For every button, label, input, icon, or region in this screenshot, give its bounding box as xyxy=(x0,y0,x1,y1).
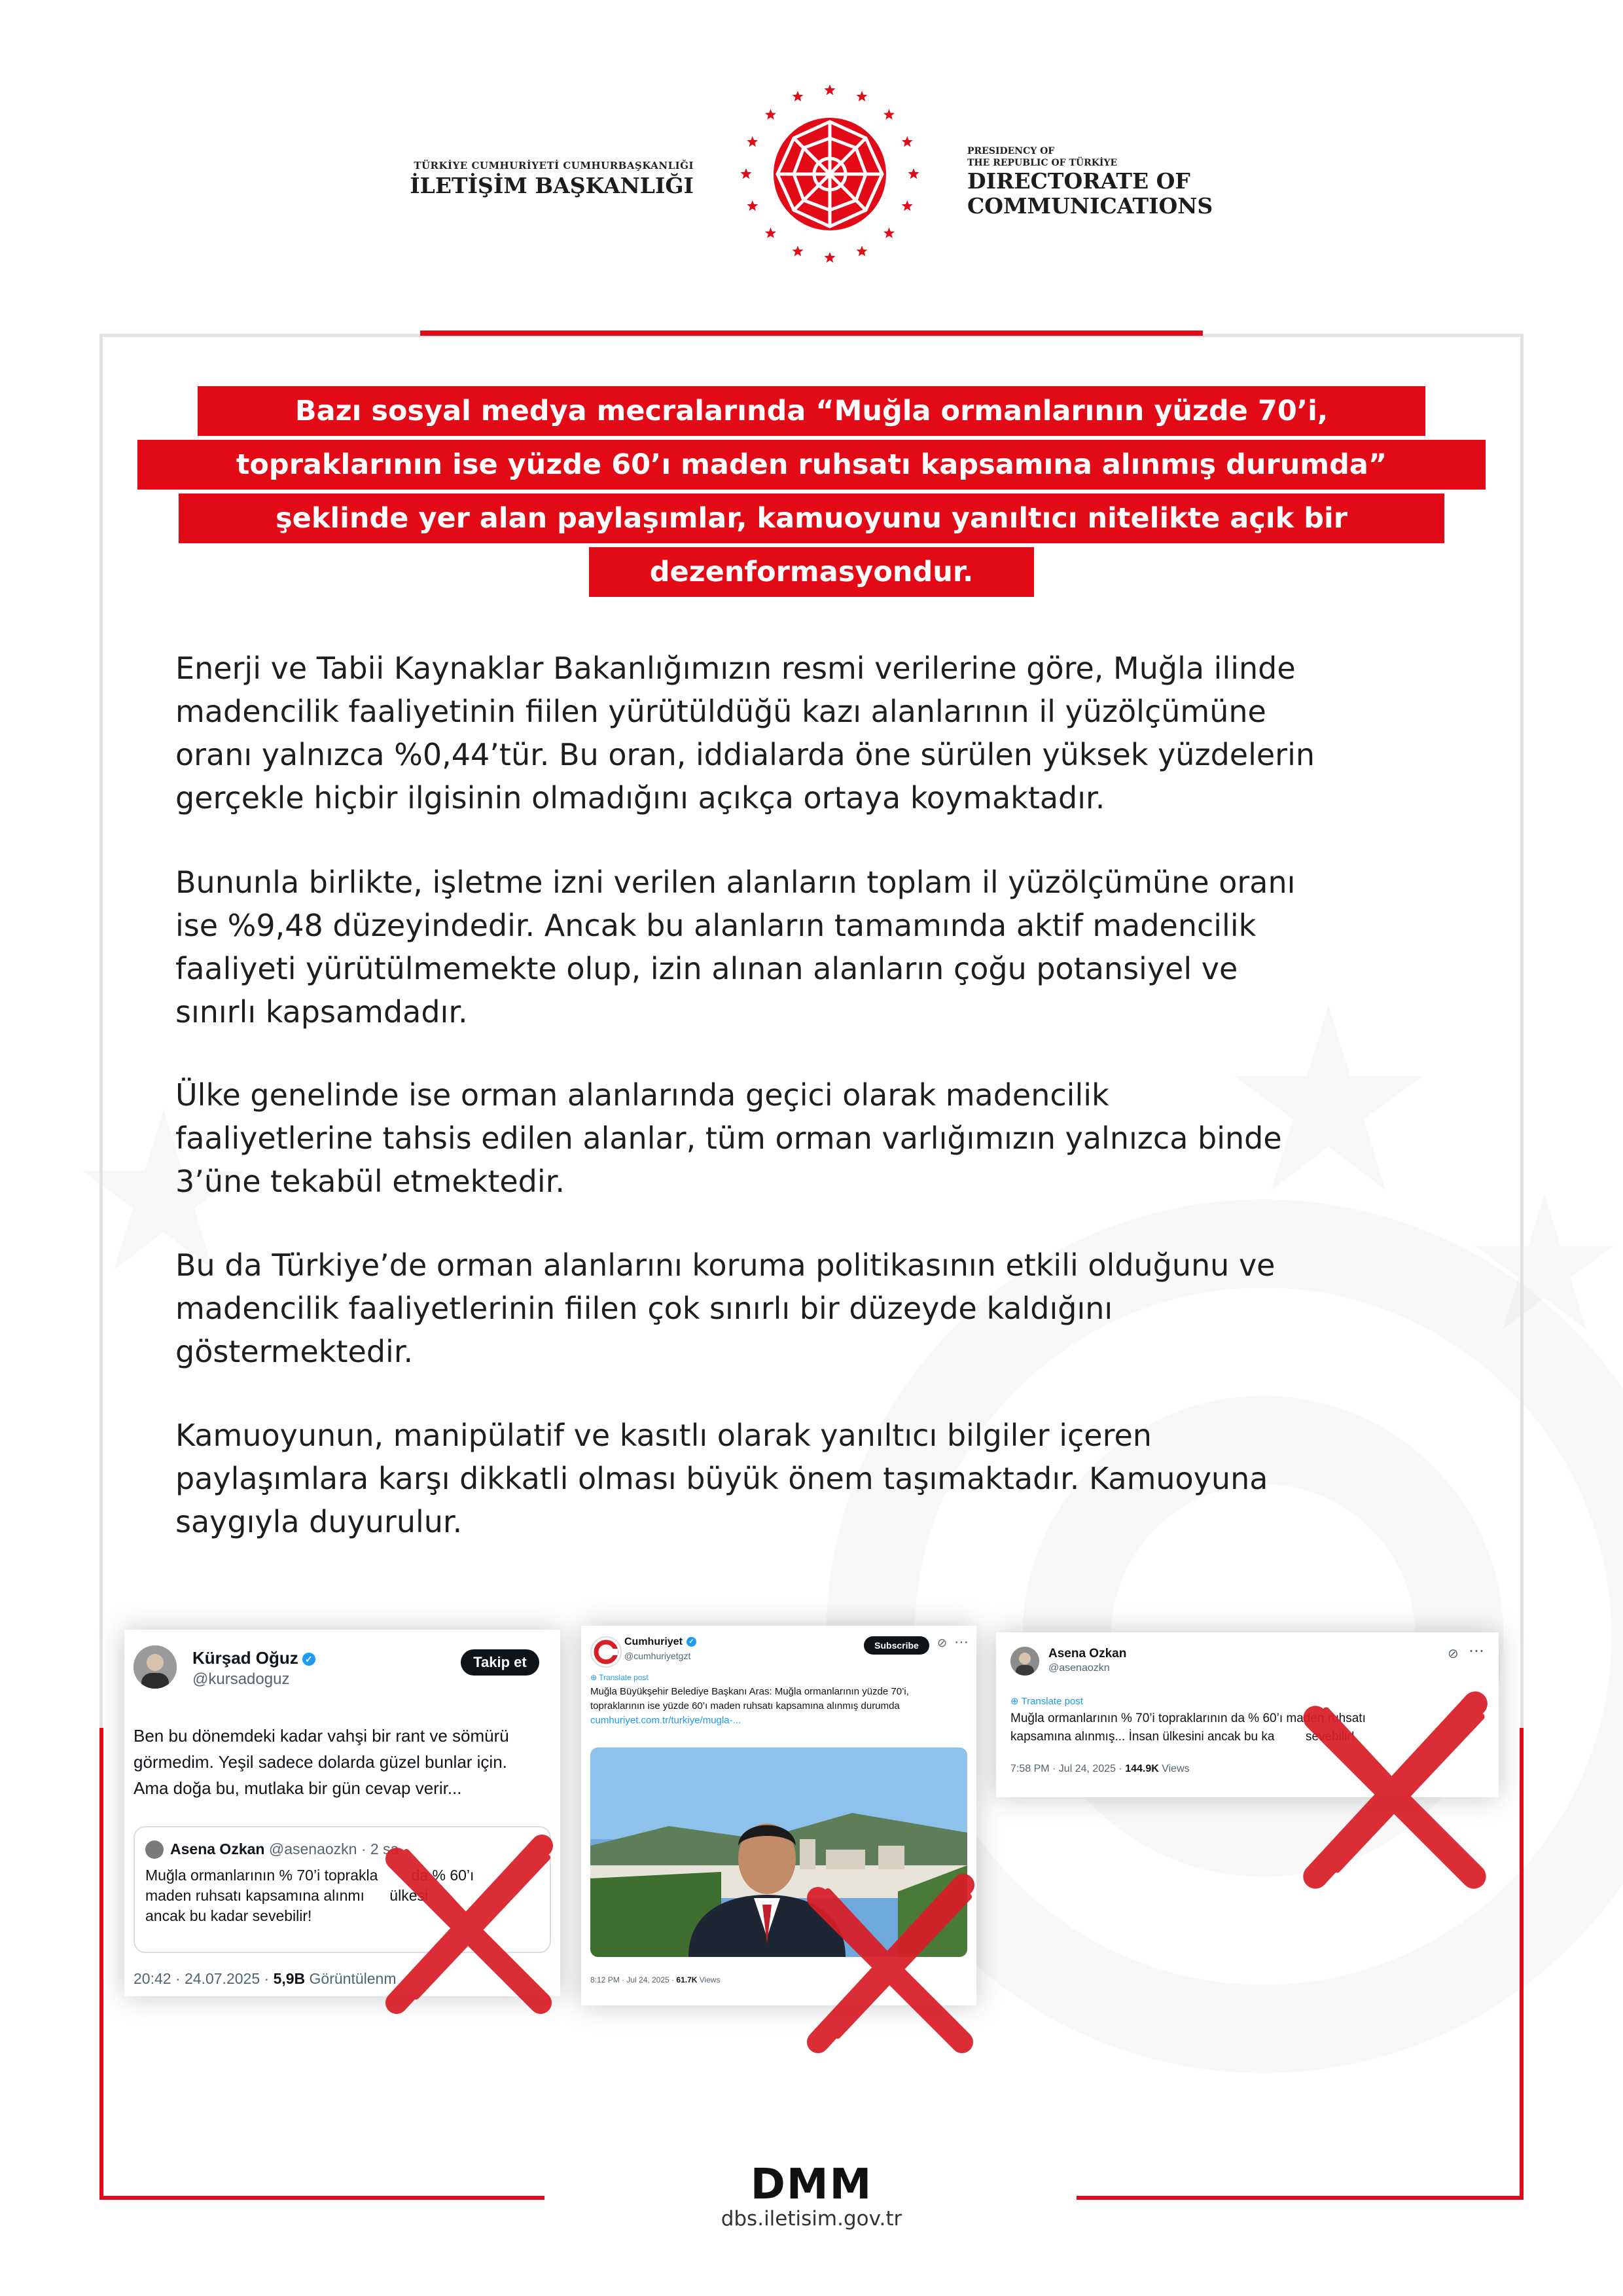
frame-left-border xyxy=(99,334,103,1728)
avatar xyxy=(145,1840,164,1859)
frame-right-border xyxy=(1520,334,1524,1728)
tweet-link[interactable]: cumhuriyet.com.tr/turkiye/mugla-... xyxy=(590,1715,741,1726)
quoted-text-line: Muğla ormanlarının % 70’i toprakla xyxy=(145,1867,378,1884)
author-handle: @asenaozkn xyxy=(1048,1662,1110,1674)
body-paragraph xyxy=(175,1244,1484,1373)
paragraph-line: madencilik faaliyetinin fiilen yürütüldüğü kazı alanlarının il yüzölçümüne xyxy=(175,694,1266,729)
author-handle: @kursadoguz xyxy=(192,1670,290,1688)
frame-right-accent xyxy=(1520,1728,1524,2199)
emblem-star-icon xyxy=(883,109,895,120)
translate-post-link[interactable]: ⊕ Translate post xyxy=(1010,1696,1083,1707)
emblem-star-icon xyxy=(824,84,835,95)
quoted-text-line: maden ruhsatı kapsamına alınmı xyxy=(145,1887,365,1904)
headline-line: topraklarının ise yüzde 60’ı maden ruhsatı kapsamına alınmış durumda” xyxy=(137,440,1486,490)
footer-url[interactable]: dbs.iletisim.gov.tr xyxy=(721,2207,902,2231)
tweet-views: 144.9K xyxy=(1125,1763,1159,1774)
tweet-meta xyxy=(1010,1763,1190,1775)
quoted-text-line: da % 60’ı xyxy=(411,1867,474,1884)
paragraph-line: Bu da Türkiye’de orman alanlarını koruma politikasının etkili olduğunu ve xyxy=(175,1247,1275,1283)
tweet-text-line: görmedim. Yeşil sadece dolarda güzel bunlar için. xyxy=(134,1752,507,1772)
tweet-text-line: Muğla Büyükşehir Belediye Başkanı Aras: Muğla ormanlarının yüzde 70’i, xyxy=(590,1686,909,1697)
tweet-views: 5,9B xyxy=(273,1970,306,1987)
author-name: Cumhuriyet xyxy=(624,1636,683,1647)
paragraph-line: saygıyla duyurulur. xyxy=(175,1504,463,1539)
false-claim-x-icon xyxy=(370,1826,567,2022)
author-name: Asena Ozkan xyxy=(1048,1647,1127,1660)
org-name-tr: İLETİŞİM BAŞKANLIĞI xyxy=(410,173,694,198)
tweet-text xyxy=(134,1723,552,1801)
translate-label: Translate post xyxy=(599,1673,649,1682)
org-en-small-line: PRESIDENCY OF xyxy=(967,146,1055,156)
false-claim-x-icon xyxy=(1287,1682,1503,1898)
org-name-en xyxy=(967,169,1294,219)
emblem-star-icon xyxy=(902,136,913,147)
quoted-author-name: Asena Ozkan xyxy=(170,1840,265,1857)
frame-bottom-left-accent xyxy=(99,2196,544,2200)
body-paragraph xyxy=(175,1414,1484,1543)
org-en-line: COMMUNICATIONS xyxy=(967,193,1213,219)
headline-line: şeklinde yer alan paylaşımlar, kamuoyunu yanıltıcı nitelikte açık bir xyxy=(179,493,1444,543)
quoted-text-line: ancak bu kadar sevebilir! xyxy=(145,1907,312,1924)
org-name-tr-small: TÜRKİYE CUMHURİYETİ CUMHURBAŞKANLIĞI xyxy=(414,160,694,171)
emblem-star-icon xyxy=(793,91,804,101)
emblem-star-icon xyxy=(765,109,776,120)
tweet-text xyxy=(590,1685,970,1728)
paragraph-line: sınırlı kapsamdadır. xyxy=(175,994,468,1030)
tweet-text-line: topraklarının ise yüzde 60’ı maden ruhsatı kapsamına alınmış durumda xyxy=(590,1700,900,1712)
translate-post-link[interactable]: ⊕ Translate post xyxy=(590,1673,649,1682)
body-paragraph xyxy=(175,647,1484,819)
paragraph-line: faaliyetlerine tahsis edilen alanlar, tüm orman varlığımızın yalnızca binde xyxy=(175,1121,1282,1156)
cumhuriyet-logo-icon xyxy=(592,1638,620,1666)
avatar-image xyxy=(134,1645,177,1689)
subscribe-button[interactable]: Subscribe xyxy=(864,1636,929,1655)
headline-line: dezenformasyondur. xyxy=(589,547,1034,597)
paragraph-line: Ülke genelinde ise orman alanlarında geçici olarak madencilik xyxy=(175,1077,1109,1113)
verified-icon: ✓ xyxy=(302,1653,315,1666)
emblem-star-icon xyxy=(902,200,913,211)
emblem-star-icon xyxy=(883,228,895,238)
emblem-star-icon xyxy=(908,168,919,179)
tweet-timestamp: 20:42 · 24.07.2025 · xyxy=(134,1970,274,1987)
emblem-star-icon xyxy=(856,245,867,256)
paragraph-line: 3’üne tekabül etmektedir. xyxy=(175,1164,565,1199)
tweet-meta xyxy=(134,1970,397,1988)
paragraph-line: Kamuoyunun, manipülatif ve kasıtlı olarak yanıltıcı bilgiler içeren xyxy=(175,1418,1152,1453)
follow-button[interactable]: Takip et xyxy=(461,1649,539,1676)
paragraph-line: faaliyeti yürütülmemekte olup, izin alınan alanların çoğu potansiyel ve xyxy=(175,951,1238,986)
watermark-star-icon xyxy=(1472,1191,1616,1335)
paragraph-line: paylaşımlara karşı dikkatli olması büyük önem taşımaktadır. Kamuoyuna xyxy=(175,1461,1268,1496)
paragraph-line: oranı yalnızca %0,44’tür. Bu oran, iddialarda öne sürülen yüksek yüzdelerin xyxy=(175,737,1315,772)
tweet-timestamp: 7:58 PM · Jul 24, 2025 · xyxy=(1010,1763,1126,1774)
quoted-author-handle: @asenaozkn · 2 sa xyxy=(268,1840,399,1857)
tweet-author xyxy=(192,1648,315,1668)
emblem-star-icon xyxy=(765,228,776,238)
verified-icon: ✓ xyxy=(687,1637,696,1647)
grok-icon[interactable]: ⊘ xyxy=(937,1636,948,1649)
tweet-timestamp: 8:12 PM · Jul 24, 2025 · xyxy=(590,1975,677,1984)
avatar xyxy=(1010,1647,1039,1676)
translate-label: Translate post xyxy=(1021,1696,1083,1707)
avatar xyxy=(590,1636,622,1668)
tweet-views-label: Views xyxy=(697,1975,721,1984)
emblem-star-icon xyxy=(740,168,751,179)
paragraph-line: Enerji ve Tabii Kaynaklar Bakanlığımızın resmi verilerine göre, Muğla ilinde xyxy=(175,651,1296,686)
grok-icon[interactable]: ⊘ xyxy=(1448,1647,1459,1661)
emblem-star-icon xyxy=(793,245,804,256)
emblem-star-icon xyxy=(824,252,835,262)
author-handle: @cumhuriyetgzt xyxy=(624,1651,691,1661)
tweet-views-label: Views xyxy=(1158,1763,1190,1774)
tweet-views-label: Görüntülenm xyxy=(305,1970,397,1987)
tweet-views: 61.7K xyxy=(676,1975,698,1984)
avatar xyxy=(134,1645,177,1689)
tweet-text-line: sevebilir! xyxy=(1305,1730,1355,1744)
quoted-author xyxy=(170,1840,399,1858)
tweet-text-line: kapsamına alınmış... İnsan ülkesini ancak bu ka xyxy=(1010,1730,1275,1744)
emblem-star-icon xyxy=(856,91,867,101)
presidential-emblem-icon xyxy=(732,76,928,272)
emblem-star-icon xyxy=(747,200,758,211)
more-options-icon[interactable]: ⋯ xyxy=(954,1634,969,1650)
body-paragraph xyxy=(175,861,1484,1033)
tweet-text-line: Ben bu dönemdeki kadar vahşi bir rant ve sömürü xyxy=(134,1726,509,1746)
frame-left-accent xyxy=(99,1728,103,2199)
tweet-text-line: Ama doğa bu, mutlaka bir gün cevap verir... xyxy=(134,1778,462,1798)
tweet-meta xyxy=(590,1975,721,1984)
quoted-text-line: ülkesi xyxy=(389,1887,429,1904)
paragraph-line: gerçekle hiçbir ilgisinin olmadığını açıkça ortaya koymaktadır. xyxy=(175,780,1105,816)
paragraph-line: ise %9,48 düzeyindedir. Ancak bu alanların tamamında aktif madencilik xyxy=(175,908,1257,943)
more-options-icon[interactable]: ⋯ xyxy=(1469,1642,1484,1660)
frame-bottom-right-accent xyxy=(1077,2196,1524,2200)
paragraph-line: Bununla birlikte, işletme izni verilen alanların toplam il yüzölçümüne oranı xyxy=(175,865,1296,900)
false-claim-x-icon xyxy=(792,1865,988,2062)
org-en-line: DIRECTORATE OF xyxy=(967,168,1190,194)
body-paragraph xyxy=(175,1073,1484,1203)
dmm-logo: DMM xyxy=(750,2161,873,2209)
org-en-small-line: THE REPUBLIC OF TÜRKİYE xyxy=(967,158,1118,168)
emblem-star-icon xyxy=(747,136,758,147)
org-name-en-small xyxy=(967,145,1229,169)
paragraph-line: göstermektedir. xyxy=(175,1334,414,1369)
paragraph-line: madencilik faaliyetlerinin fiilen çok sınırlı bir düzeyde kaldığını xyxy=(175,1291,1113,1326)
avatar-image xyxy=(1010,1647,1039,1676)
tweet-text-line: Muğla ormanlarının % 70’i topraklarının da % 60’ı maden ruhsatı xyxy=(1010,1712,1366,1725)
author-name: Kürşad Oğuz xyxy=(192,1648,298,1668)
headline-line: Bazı sosyal medya mecralarında “Muğla ormanlarının yüzde 70’i, xyxy=(198,386,1425,436)
tweet-author xyxy=(624,1636,696,1648)
frame-top-accent xyxy=(420,331,1203,336)
